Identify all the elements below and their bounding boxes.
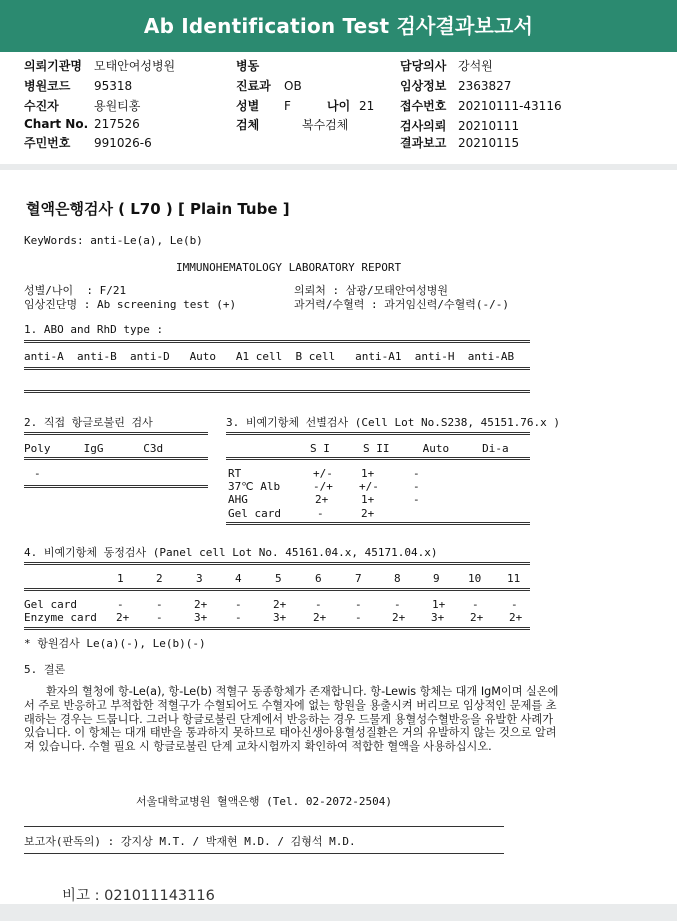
screen-row-label: RT — [228, 467, 242, 480]
screen-cell: - — [413, 467, 420, 480]
panel-cell: - — [355, 611, 362, 624]
info-value: 20210115 — [458, 136, 520, 150]
double-rule — [24, 340, 530, 343]
info-label: 성별 — [236, 99, 260, 113]
panel-col-header: 5 — [275, 572, 282, 585]
section5-title: 5. 결론 — [24, 663, 66, 676]
dat-value: - — [34, 467, 41, 480]
info-value: 95318 — [94, 79, 133, 93]
section4-title: 4. 비예기항체 동정검사 (Panel cell Lot No. 45161.04.x, 45171.04.x) — [24, 546, 438, 559]
panel-col-header: 11 — [507, 572, 521, 585]
antigen-test: * 항원검사 Le(a)(-), Le(b)(-) — [24, 637, 206, 650]
info-row — [24, 134, 152, 151]
info-value: 복수검체 — [302, 118, 349, 132]
panel-cell: 2+ — [116, 611, 130, 624]
single-rule — [24, 853, 504, 854]
dat-headers: Poly IgG C3d — [24, 442, 164, 455]
panel-cell: 2+ — [470, 611, 484, 624]
double-rule — [24, 367, 530, 370]
info-label: 결과보고 — [400, 136, 447, 150]
section2-title: 2. 직접 항글로불린 검사 — [24, 416, 153, 429]
info-row — [24, 97, 140, 114]
info-row — [400, 97, 562, 114]
info-value: 217526 — [94, 117, 140, 131]
info-row — [400, 57, 493, 74]
panel-cell: 2+ — [392, 611, 406, 624]
panel-col-header: 8 — [394, 572, 401, 585]
panel-cell: - — [156, 611, 163, 624]
info-value: 강석원 — [458, 59, 493, 73]
referrer: 의뢰처 : 삼광/모태안여성병원 — [294, 284, 449, 297]
info-row — [24, 117, 140, 131]
info-label: 담당의사 — [400, 59, 447, 73]
panel-cell: 2+ — [509, 611, 523, 624]
panel-cell: - — [511, 598, 518, 611]
panel-cell: - — [156, 598, 163, 611]
single-rule — [24, 826, 504, 827]
lab-report-title: IMMUNOHEMATOLOGY LABORATORY REPORT — [176, 261, 402, 274]
panel-cell: 3+ — [273, 611, 287, 624]
info-row — [400, 134, 519, 151]
header-title: Ab Identification Test 검사결과보고서 — [143, 14, 534, 38]
screen-cell: 2+ — [315, 493, 329, 506]
info-value: OB — [284, 79, 302, 93]
panel-col-header: 10 — [468, 572, 482, 585]
info-label: 병동 — [236, 59, 260, 73]
panel-cell: - — [117, 598, 124, 611]
panel-cell: - — [315, 598, 322, 611]
screen-row-label: AHG — [228, 493, 248, 506]
info-row — [24, 77, 132, 94]
abo-headers: anti-A anti-B anti-D Auto A1 cell B cell anti-A1 anti-H anti-AB — [24, 350, 515, 363]
remark: 비고 : 021011143116 — [62, 888, 215, 904]
panel-cell: 3+ — [194, 611, 208, 624]
double-rule — [24, 562, 530, 565]
panel-cell: - — [355, 598, 362, 611]
panel-col-header: 3 — [196, 572, 203, 585]
info-row-age — [327, 97, 374, 114]
institution: 서울대학교병원 혈액은행 (Tel. 02-2072-2504) — [136, 795, 392, 808]
info-label: 검체 — [236, 118, 260, 132]
double-rule — [24, 485, 208, 488]
screen-cell: - — [317, 507, 324, 520]
keywords: KeyWords: anti-Le(a), Le(b) — [24, 234, 203, 247]
conclusion-text — [24, 685, 564, 754]
info-value: 20210111-43116 — [458, 99, 562, 113]
panel-cell: 1+ — [432, 598, 446, 611]
double-rule — [226, 432, 530, 435]
reporter: 보고자(판독의) : 강지상 M.T. / 박재현 M.D. / 김형석 M.D. — [24, 835, 356, 848]
info-value: F — [284, 99, 291, 113]
screen-cell: +/- — [313, 467, 333, 480]
info-label: 수진자 — [24, 99, 59, 113]
info-label: 임상정보 — [400, 79, 447, 93]
panel-cell: 2+ — [273, 598, 287, 611]
info-label: 의뢰기관명 — [24, 59, 82, 73]
info-row — [400, 77, 511, 94]
panel-cell: - — [235, 611, 242, 624]
info-label: 병원코드 — [24, 79, 71, 93]
screen-cell: - — [413, 493, 420, 506]
screen-cell: - — [413, 480, 420, 493]
panel-col-header: 7 — [355, 572, 362, 585]
panel-row-label: Enzyme card — [24, 611, 97, 624]
info-value: 991026-6 — [94, 136, 152, 150]
screen-cell: +/- — [359, 480, 379, 493]
screen-cell: 1+ — [361, 467, 375, 480]
panel-cell: - — [394, 598, 401, 611]
info-label: 주민번호 — [24, 136, 71, 150]
double-rule — [24, 432, 208, 435]
panel-col-header: 4 — [235, 572, 242, 585]
panel-cell: 2+ — [194, 598, 208, 611]
info-label: 나이 — [327, 99, 351, 113]
info-value: 용원티홍 — [94, 99, 141, 113]
info-label: 진료과 — [236, 79, 271, 93]
info-label: 접수번호 — [400, 99, 447, 113]
scanned-report — [0, 170, 677, 904]
info-row — [236, 97, 291, 114]
info-label: Chart No. — [24, 117, 89, 131]
screen-cell: 2+ — [361, 507, 375, 520]
clinical-diagnosis: 임상진단명 : Ab screening test (+) — [24, 298, 237, 311]
screen-headers: S I S II Auto Di-a — [310, 442, 509, 455]
info-row — [24, 57, 175, 74]
panel-col-header: 1 — [117, 572, 124, 585]
section3-title: 3. 비예기항체 선별검사 (Cell Lot No.S238, 45151.76.x ) — [226, 416, 561, 429]
info-value: 21 — [359, 99, 375, 113]
info-row — [236, 57, 284, 74]
info-row — [236, 77, 302, 94]
conclusion-paragraph: 환자의 혈청에 항-Le(a), 항-Le(b) 적혈구 동종항체가 존재합니다. 항-Lewis 항체는 대개 IgM이며 실온에서 주로 반응하고 부적합한 적혈구가 수혈되어도 수혈자에 없는 항원을 용출시켜 버리므로 임상적인 문제를 초래하는 경우는 드뭅니다. 그러나 항글로불린 단계에서 반응하는 경우 드물게 용혈성수혈반응을 유발한 사례가 있습니다. 이 항체는 대개 태반을 통과하지 못하므로 태아신생아용혈성질환은 거의 유발하지 않는 것으로 알려져 있습니다. 수혈 필요 시 항글로불린 단계 교차시험까지 확인하여 적합한 혈액을 사용하십시오. — [24, 685, 559, 754]
report-title: 혈액은행검사 ( L70 ) [ Plain Tube ] — [26, 200, 290, 218]
info-row — [400, 117, 519, 134]
screen-row-label: 37℃ Alb — [228, 480, 281, 493]
screen-cell: 1+ — [361, 493, 375, 506]
info-label: 검사의뢰 — [400, 119, 447, 133]
double-rule — [24, 457, 208, 460]
double-rule — [24, 390, 530, 393]
panel-cell: 3+ — [431, 611, 445, 624]
section1-title: 1. ABO and RhD type : — [24, 323, 164, 336]
patient-info-panel — [0, 52, 677, 164]
info-value: 2363827 — [458, 79, 512, 93]
screen-row-label: Gel card — [228, 507, 281, 520]
panel-col-header: 9 — [433, 572, 440, 585]
info-value: 모태안여성병원 — [94, 59, 176, 73]
double-rule — [24, 627, 530, 630]
panel-cell: - — [235, 598, 242, 611]
double-rule — [24, 588, 530, 591]
double-rule — [226, 522, 530, 525]
info-row — [236, 116, 348, 133]
info-value: 20210111 — [458, 119, 520, 133]
transfusion-history: 과거력/수혈력 : 과거임신력/수혈력(-/-) — [294, 298, 509, 311]
report-header — [0, 0, 677, 52]
double-rule — [226, 457, 530, 460]
sex-age: 성별/나이 : F/21 — [24, 284, 127, 297]
panel-cell: - — [472, 598, 479, 611]
panel-col-header: 2 — [156, 572, 163, 585]
screen-cell: -/+ — [313, 480, 333, 493]
panel-col-header: 6 — [315, 572, 322, 585]
panel-row-label: Gel card — [24, 598, 77, 611]
panel-cell: 2+ — [313, 611, 327, 624]
